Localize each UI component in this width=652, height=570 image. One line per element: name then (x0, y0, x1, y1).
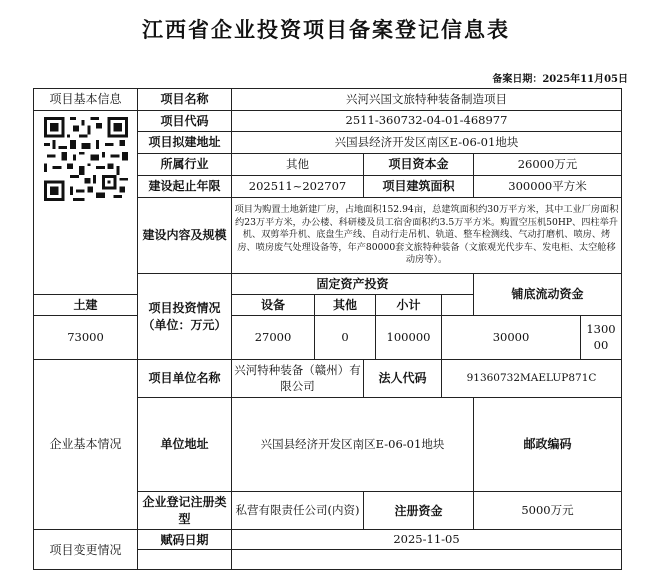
code-date-label: 赋码日期 (138, 530, 232, 550)
postcode-label: 邮政编码 (474, 398, 622, 492)
qr-code-icon (44, 117, 128, 201)
change-empty-value (232, 550, 622, 570)
civil-label: 土建 (34, 295, 138, 316)
code-date-value: 2025-11-05 (232, 530, 622, 550)
building-area-value: 300000平方米 (474, 176, 622, 198)
fixed-assets-label: 固定资产投资 (232, 274, 474, 295)
working-capital-label: 铺底流动资金 (474, 274, 622, 316)
industry-value: 其他 (232, 154, 364, 176)
registration-table (33, 88, 622, 570)
legal-code-label: 法人代码 (364, 360, 442, 398)
registration-type-value: 私营有限责任公司(内资) (232, 492, 364, 530)
enterprise-section-label: 企业基本情况 (34, 360, 138, 530)
project-name-label: 项目名称 (138, 89, 232, 111)
project-address-value: 兴国县经济开发区南区E-06-01地块 (232, 132, 622, 154)
industry-label: 所属行业 (138, 154, 232, 176)
building-area-label: 项目建筑面积 (364, 176, 474, 198)
civil-value: 73000 (34, 316, 138, 360)
registered-capital-value: 5000万元 (474, 492, 622, 530)
document-title: 江西省企业投资项目备案登记信息表 (142, 17, 510, 42)
qr-cell (34, 111, 138, 295)
project-code-value: 2511-360732-04-01-468977 (232, 111, 622, 132)
unit-address-label: 单位地址 (138, 398, 232, 492)
period-label: 建设起止年限 (138, 176, 232, 198)
record-date (492, 70, 628, 85)
project-address-label: 项目拟建地址 (138, 132, 232, 154)
registered-capital-label: 注册资金 (364, 492, 474, 530)
project-code-label: 项目代码 (138, 111, 232, 132)
unit-address-value: 兴国县经济开发区南区E-06-01地块 (232, 398, 474, 492)
project-name-value: 兴河兴国文旅特种装备制造项目 (232, 89, 622, 111)
equipment-label: 设备 (232, 295, 315, 316)
subtotal-value: 100000 (376, 316, 442, 360)
total-value: 130000 (581, 316, 622, 360)
investment-section-label: 项目投资情况（单位：万元） (138, 274, 232, 360)
content-value: 项目为购置土地新建厂房，占地面积152.94亩，总建筑面积约30万平方米，其中工业厂房面积约23万平方米，办公楼、科研楼及员工宿舍面积约3.5万平方米。购置空压机50HP、四柱举升机、双剪举升机、底盘生产线、自动行走吊机、轨道、整车检测线、气动打磨机、喷房、烤房、喷房废气处理设备等，年产80000套文旅特种装备（文旅观光代步车、发电柜、太空舱移动房等）。 (232, 198, 622, 274)
other-value: 0 (315, 316, 376, 360)
content-label: 建设内容及规模 (138, 198, 232, 274)
legal-code-value: 91360732MAELUP871C (442, 360, 622, 398)
unit-name-value: 兴河特种装备（赣州）有限公司 (232, 360, 364, 398)
record-date-label: 备案日期： (492, 74, 543, 85)
unit-name-label: 项目单位名称 (138, 360, 232, 398)
registration-type-label: 企业登记注册类型 (138, 492, 232, 530)
change-empty-label (138, 550, 232, 570)
period-value: 202511~202707 (232, 176, 364, 198)
capital-value: 26000万元 (474, 154, 622, 176)
subtotal-label: 小计 (376, 295, 442, 316)
equipment-value: 27000 (232, 316, 315, 360)
other-label: 其他 (315, 295, 376, 316)
working-capital-value: 30000 (442, 316, 581, 360)
capital-label: 项目资本金 (364, 154, 474, 176)
basic-section-label: 项目基本信息 (34, 89, 138, 111)
record-date-value: 2025年11月05日 (542, 74, 628, 85)
change-section-label: 项目变更情况 (34, 530, 138, 570)
